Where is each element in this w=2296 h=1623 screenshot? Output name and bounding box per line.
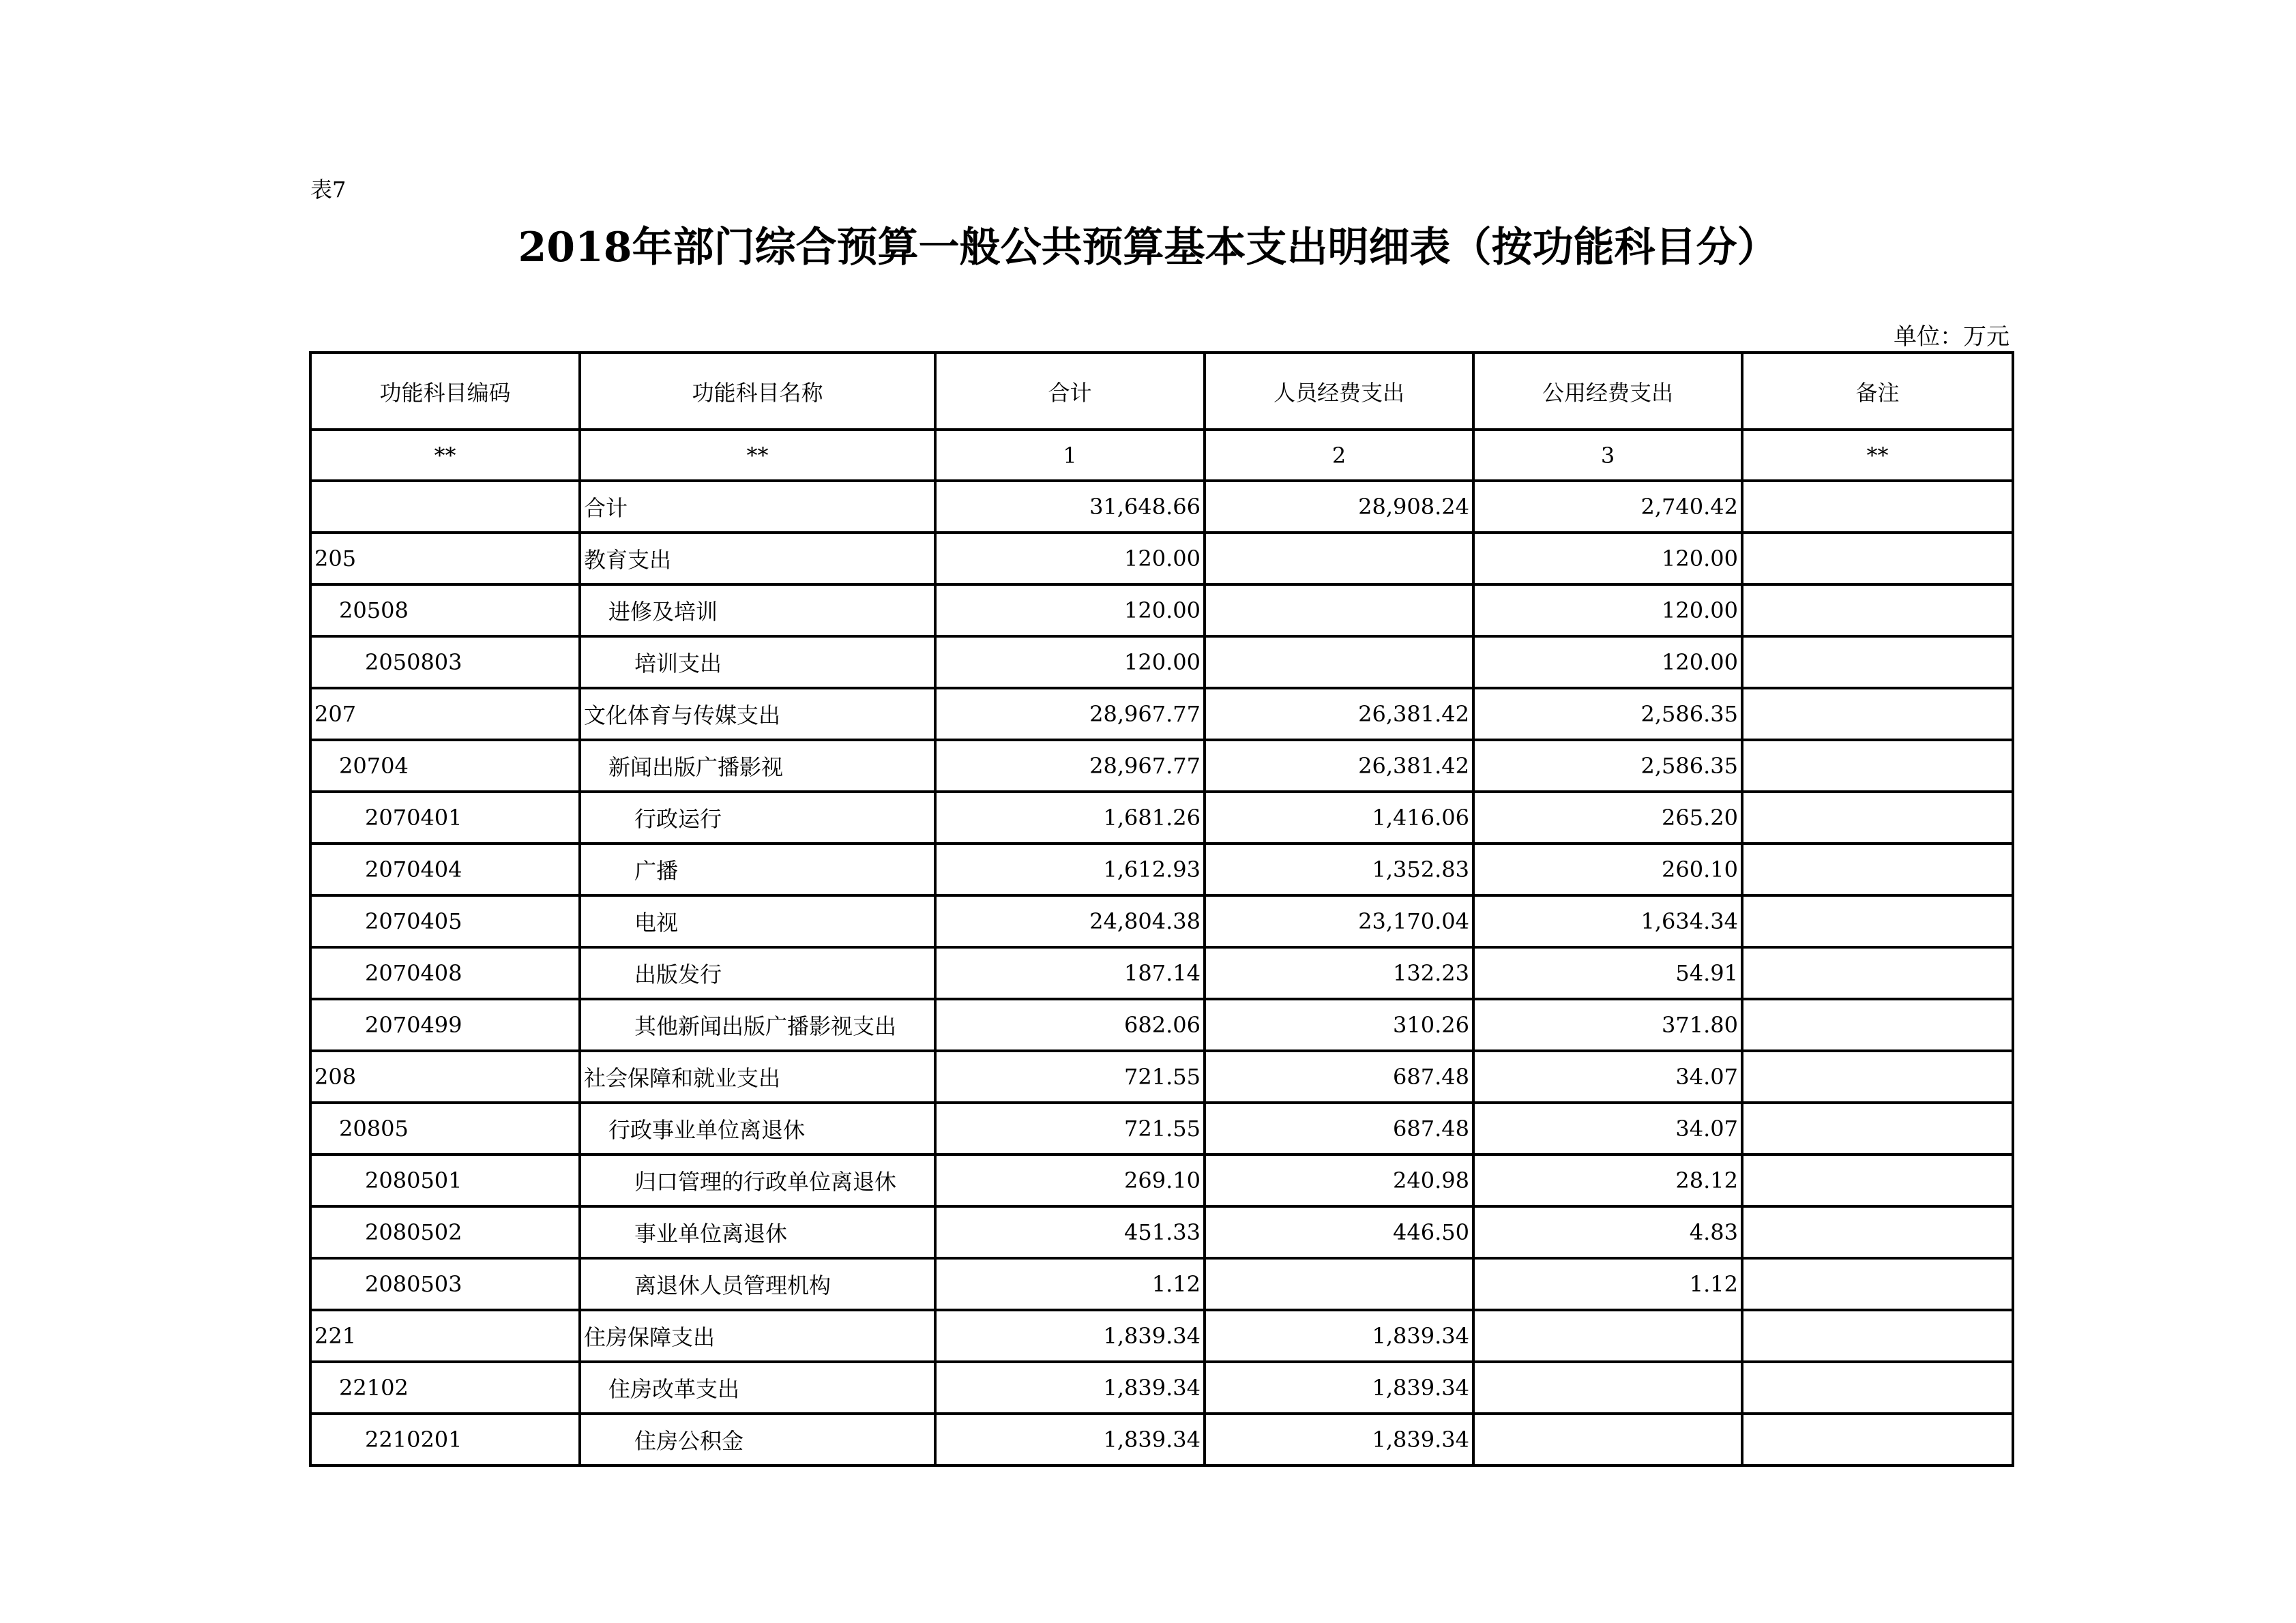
personnel-cell: 28,908.24 xyxy=(1205,481,1473,533)
code-cell: 2070401 xyxy=(310,792,580,844)
name-cell: 社会保障和就业支出 xyxy=(580,1051,935,1103)
note-cell xyxy=(1742,1310,2013,1362)
name-cell: 行政运行 xyxy=(580,792,935,844)
table-row xyxy=(310,740,2013,792)
header-personnel: 人员经费支出 xyxy=(1205,353,1473,430)
total-cell: 28,967.77 xyxy=(935,740,1205,792)
index-public: 3 xyxy=(1473,430,1742,481)
total-cell: 1,681.26 xyxy=(935,792,1205,844)
table-row xyxy=(310,999,2013,1051)
personnel-cell xyxy=(1205,533,1473,584)
total-cell: 269.10 xyxy=(935,1155,1205,1206)
total-cell: 721.55 xyxy=(935,1051,1205,1103)
personnel-cell xyxy=(1205,636,1473,688)
header-total: 合计 xyxy=(935,353,1205,430)
table-row xyxy=(310,636,2013,688)
name-cell: 广播 xyxy=(580,844,935,895)
public-cell: 54.91 xyxy=(1473,947,1742,999)
table-row xyxy=(310,1258,2013,1310)
table-row xyxy=(310,1310,2013,1362)
code-cell: 2050803 xyxy=(310,636,580,688)
code-cell: 207 xyxy=(310,688,580,740)
table-row xyxy=(310,1155,2013,1206)
total-cell: 120.00 xyxy=(935,533,1205,584)
note-cell xyxy=(1742,1206,2013,1258)
note-cell xyxy=(1742,1155,2013,1206)
index-note: ** xyxy=(1742,430,2013,481)
name-cell: 新闻出版广播影视 xyxy=(580,740,935,792)
table-body xyxy=(310,481,2013,1465)
code-cell: 2070408 xyxy=(310,947,580,999)
personnel-cell xyxy=(1205,584,1473,636)
table-number: 表7 xyxy=(310,177,347,203)
public-cell: 265.20 xyxy=(1473,792,1742,844)
note-cell xyxy=(1742,1362,2013,1414)
index-personnel: 2 xyxy=(1205,430,1473,481)
note-cell xyxy=(1742,1051,2013,1103)
code-cell: 2070405 xyxy=(310,895,580,947)
index-total: 1 xyxy=(935,430,1205,481)
note-cell xyxy=(1742,999,2013,1051)
personnel-cell: 132.23 xyxy=(1205,947,1473,999)
header-name: 功能科目名称 xyxy=(580,353,935,430)
note-cell xyxy=(1742,688,2013,740)
public-cell: 34.07 xyxy=(1473,1051,1742,1103)
public-cell: 120.00 xyxy=(1473,533,1742,584)
index-code: ** xyxy=(310,430,580,481)
note-cell xyxy=(1742,481,2013,533)
total-cell: 721.55 xyxy=(935,1103,1205,1155)
table-row xyxy=(310,792,2013,844)
personnel-cell: 687.48 xyxy=(1205,1103,1473,1155)
note-cell xyxy=(1742,947,2013,999)
public-cell: 120.00 xyxy=(1473,636,1742,688)
public-cell: 2,740.42 xyxy=(1473,481,1742,533)
total-cell: 1,839.34 xyxy=(935,1362,1205,1414)
total-cell: 120.00 xyxy=(935,636,1205,688)
total-cell: 1.12 xyxy=(935,1258,1205,1310)
code-cell xyxy=(310,481,580,533)
name-cell: 出版发行 xyxy=(580,947,935,999)
personnel-cell: 310.26 xyxy=(1205,999,1473,1051)
total-cell: 1,612.93 xyxy=(935,844,1205,895)
personnel-cell: 1,416.06 xyxy=(1205,792,1473,844)
table-row xyxy=(310,1103,2013,1155)
total-cell: 1,839.34 xyxy=(935,1414,1205,1465)
note-cell xyxy=(1742,1414,2013,1465)
table-row xyxy=(310,1362,2013,1414)
personnel-cell: 446.50 xyxy=(1205,1206,1473,1258)
total-cell: 451.33 xyxy=(935,1206,1205,1258)
note-cell xyxy=(1742,1103,2013,1155)
total-cell: 682.06 xyxy=(935,999,1205,1051)
public-cell: 2,586.35 xyxy=(1473,688,1742,740)
index-name: ** xyxy=(580,430,935,481)
note-cell xyxy=(1742,844,2013,895)
note-cell xyxy=(1742,1258,2013,1310)
public-cell: 1,634.34 xyxy=(1473,895,1742,947)
name-cell: 归口管理的行政单位离退休 xyxy=(580,1155,935,1206)
name-cell: 住房公积金 xyxy=(580,1414,935,1465)
personnel-cell: 1,352.83 xyxy=(1205,844,1473,895)
personnel-cell: 1,839.34 xyxy=(1205,1414,1473,1465)
public-cell: 28.12 xyxy=(1473,1155,1742,1206)
note-cell xyxy=(1742,584,2013,636)
header-row xyxy=(310,353,2013,430)
public-cell: 2,586.35 xyxy=(1473,740,1742,792)
total-cell: 31,648.66 xyxy=(935,481,1205,533)
name-cell: 进修及培训 xyxy=(580,584,935,636)
public-cell xyxy=(1473,1362,1742,1414)
name-cell: 离退休人员管理机构 xyxy=(580,1258,935,1310)
code-cell: 20704 xyxy=(310,740,580,792)
code-cell: 2210201 xyxy=(310,1414,580,1465)
header-public: 公用经费支出 xyxy=(1473,353,1742,430)
code-cell: 2070404 xyxy=(310,844,580,895)
personnel-cell: 1,839.34 xyxy=(1205,1362,1473,1414)
total-cell: 24,804.38 xyxy=(935,895,1205,947)
table-row xyxy=(310,1206,2013,1258)
code-cell: 208 xyxy=(310,1051,580,1103)
name-cell: 教育支出 xyxy=(580,533,935,584)
personnel-cell: 23,170.04 xyxy=(1205,895,1473,947)
table-row xyxy=(310,1414,2013,1465)
name-cell: 住房改革支出 xyxy=(580,1362,935,1414)
table-row xyxy=(310,481,2013,533)
table-row xyxy=(310,1051,2013,1103)
name-cell: 住房保障支出 xyxy=(580,1310,935,1362)
public-cell: 260.10 xyxy=(1473,844,1742,895)
unit-label: 单位：万元 xyxy=(1894,323,2010,351)
name-cell: 文化体育与传媒支出 xyxy=(580,688,935,740)
public-cell: 371.80 xyxy=(1473,999,1742,1051)
header-code: 功能科目编码 xyxy=(310,353,580,430)
public-cell xyxy=(1473,1310,1742,1362)
total-cell: 187.14 xyxy=(935,947,1205,999)
table-row xyxy=(310,844,2013,895)
name-cell: 其他新闻出版广播影视支出 xyxy=(580,999,935,1051)
code-cell: 2070499 xyxy=(310,999,580,1051)
total-cell: 1,839.34 xyxy=(935,1310,1205,1362)
public-cell: 34.07 xyxy=(1473,1103,1742,1155)
note-cell xyxy=(1742,792,2013,844)
personnel-cell: 687.48 xyxy=(1205,1051,1473,1103)
budget-table xyxy=(309,351,2014,1467)
public-cell xyxy=(1473,1414,1742,1465)
table-row xyxy=(310,895,2013,947)
name-cell: 行政事业单位离退休 xyxy=(580,1103,935,1155)
index-row xyxy=(310,430,2013,481)
public-cell: 120.00 xyxy=(1473,584,1742,636)
code-cell: 20805 xyxy=(310,1103,580,1155)
code-cell: 2080502 xyxy=(310,1206,580,1258)
total-cell: 28,967.77 xyxy=(935,688,1205,740)
total-cell: 120.00 xyxy=(935,584,1205,636)
note-cell xyxy=(1742,636,2013,688)
public-cell: 4.83 xyxy=(1473,1206,1742,1258)
page-title: 2018年部门综合预算一般公共预算基本支出明细表（按功能科目分） xyxy=(518,224,1778,271)
name-cell: 合计 xyxy=(580,481,935,533)
public-cell: 1.12 xyxy=(1473,1258,1742,1310)
code-cell: 205 xyxy=(310,533,580,584)
name-cell: 电视 xyxy=(580,895,935,947)
personnel-cell: 1,839.34 xyxy=(1205,1310,1473,1362)
code-cell: 2080503 xyxy=(310,1258,580,1310)
table-row xyxy=(310,688,2013,740)
personnel-cell xyxy=(1205,1258,1473,1310)
name-cell: 事业单位离退休 xyxy=(580,1206,935,1258)
code-cell: 221 xyxy=(310,1310,580,1362)
code-cell: 2080501 xyxy=(310,1155,580,1206)
table-row xyxy=(310,584,2013,636)
note-cell xyxy=(1742,740,2013,792)
personnel-cell: 26,381.42 xyxy=(1205,740,1473,792)
code-cell: 20508 xyxy=(310,584,580,636)
name-cell: 培训支出 xyxy=(580,636,935,688)
header-note: 备注 xyxy=(1742,353,2013,430)
table-row xyxy=(310,533,2013,584)
code-cell: 22102 xyxy=(310,1362,580,1414)
note-cell xyxy=(1742,533,2013,584)
note-cell xyxy=(1742,895,2013,947)
personnel-cell: 240.98 xyxy=(1205,1155,1473,1206)
table-row xyxy=(310,947,2013,999)
personnel-cell: 26,381.42 xyxy=(1205,688,1473,740)
